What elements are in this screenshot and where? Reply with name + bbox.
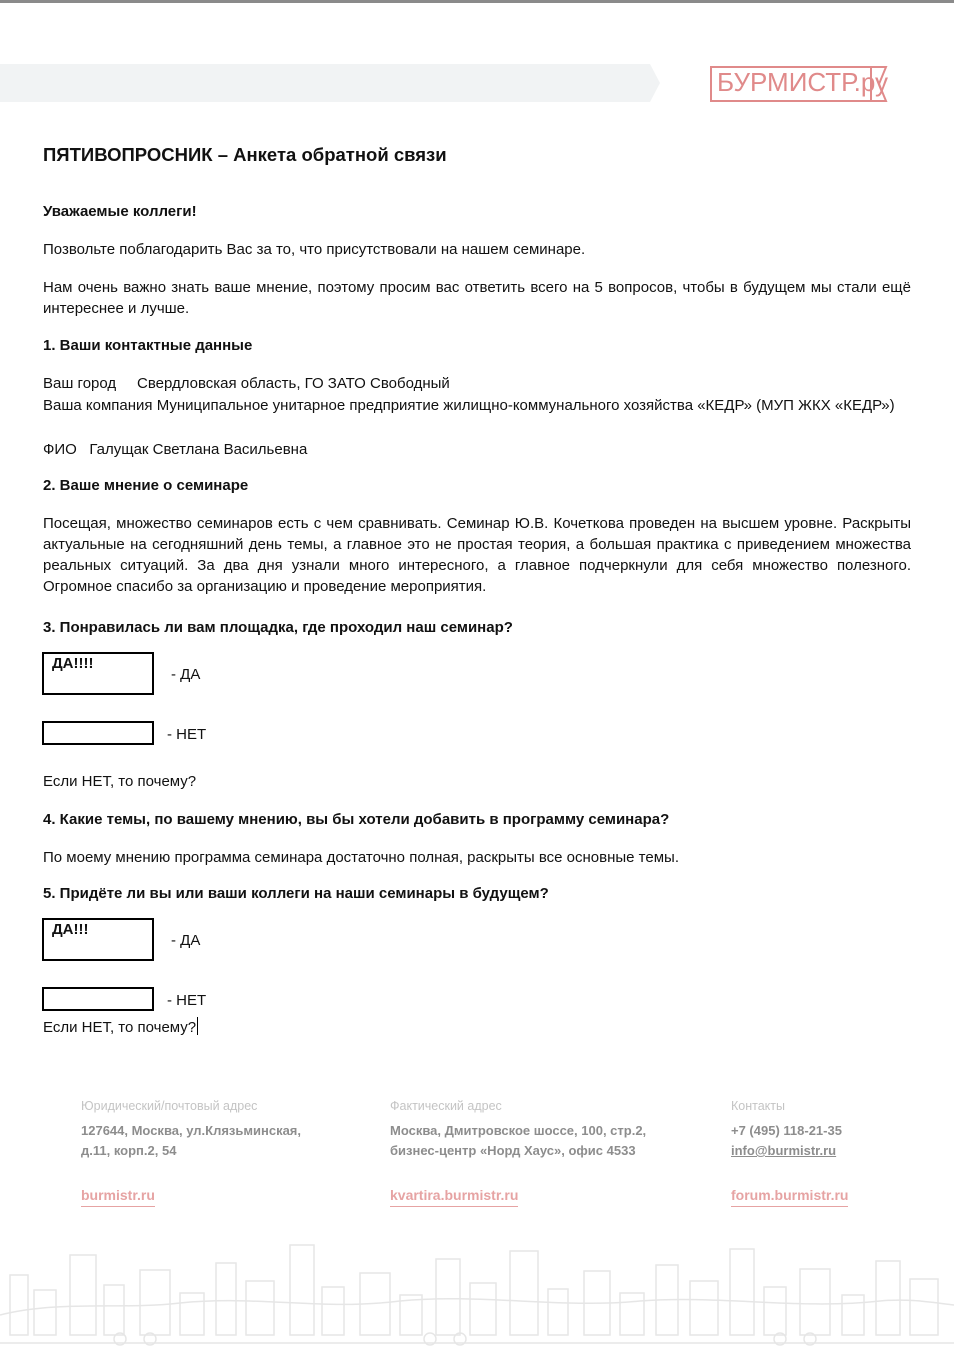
q5-why-text: Если НЕТ, то почему? bbox=[43, 1019, 197, 1036]
question-4-answer: По моему мнению программа семинара достаточно полная, раскрыты все основные темы. bbox=[43, 849, 679, 866]
footer-actual-line-2: бизнес-центр «Норд Хаус», офис 4533 bbox=[390, 1143, 636, 1158]
q3-no-label: - НЕТ bbox=[167, 726, 207, 743]
footer-actual-address bbox=[390, 1121, 646, 1161]
q5-no-label: - НЕТ bbox=[167, 992, 207, 1009]
footer-actual-label: Фактический адрес bbox=[390, 1099, 502, 1113]
fio-label: ФИО bbox=[43, 441, 77, 458]
q5-no-box[interactable] bbox=[42, 987, 154, 1011]
company-label: Ваша компания bbox=[43, 397, 153, 414]
company-value: Муниципальное унитарное предприятие жилищно-коммунального хозяйства «КЕДР» (МУП ЖКХ «КЕДР») bbox=[156, 397, 895, 414]
q5-why[interactable] bbox=[43, 1017, 911, 1038]
q5-yes-box[interactable] bbox=[42, 918, 154, 961]
fio-value: Галущак Светлана Васильевна bbox=[89, 441, 308, 458]
footer-link-burmistr[interactable]: burmistr.ru bbox=[81, 1187, 155, 1207]
greeting: Уважаемые коллеги! bbox=[43, 203, 197, 220]
q5-yes-label: - ДА bbox=[171, 932, 201, 949]
q3-yes-box-text: ДА!!!! bbox=[52, 655, 94, 672]
intro-paragraph-2: Нам очень важно знать ваше мнение, поэтому просим вас ответить всего на 5 вопросов, чтобы в будущем мы стали ещё интереснее и лучше. bbox=[43, 279, 911, 317]
footer-contacts bbox=[731, 1121, 842, 1161]
city-label: Ваш город bbox=[43, 375, 117, 392]
footer-legal-label: Юридический/почтовый адрес bbox=[81, 1099, 258, 1113]
intro-paragraph-1: Позвольте поблагодарить Вас за то, что присутствовали на нашем семинаре. bbox=[43, 241, 586, 258]
text-cursor bbox=[197, 1017, 198, 1035]
question-2-heading: 2. Ваше мнение о семинаре bbox=[43, 477, 249, 494]
logo[interactable]: БУРМИСТР.ру bbox=[717, 67, 888, 97]
footer-contacts-label: Контакты bbox=[731, 1099, 785, 1113]
top-border bbox=[0, 0, 954, 3]
question-4-heading: 4. Какие темы, по вашему мнению, вы бы хотели добавить в программу семинара? bbox=[43, 811, 670, 828]
footer-link-forum[interactable]: forum.burmistr.ru bbox=[731, 1187, 848, 1207]
q3-no-box[interactable] bbox=[42, 721, 154, 745]
footer-phone[interactable]: +7 (495) 118-21-35 bbox=[731, 1123, 842, 1138]
company-row bbox=[43, 395, 911, 416]
city-value: Свердловская область, ГО ЗАТО Свободный bbox=[136, 375, 450, 392]
q3-why: Если НЕТ, то почему? bbox=[43, 773, 197, 790]
question-5-heading: 5. Придёте ли вы или ваши коллеги на наши семинары в будущем? bbox=[43, 885, 549, 902]
fio-row bbox=[43, 439, 911, 460]
q3-yes-label: - ДА bbox=[171, 666, 201, 683]
footer-email[interactable]: info@burmistr.ru bbox=[731, 1143, 837, 1158]
footer-legal-address bbox=[81, 1121, 301, 1161]
footer-legal-line-2: д.11, корп.2, 54 bbox=[81, 1143, 177, 1158]
city-row bbox=[43, 373, 911, 394]
question-1-heading: 1. Ваши контактные данные bbox=[43, 337, 253, 354]
footer-link-kvartira[interactable]: kvartira.burmistr.ru bbox=[390, 1187, 518, 1207]
header-band bbox=[0, 64, 660, 102]
q3-yes-box[interactable] bbox=[42, 652, 154, 695]
page-title: ПЯТИВОПРОСНИК – Анкета обратной связи bbox=[43, 144, 447, 165]
footer-legal-line-1: 127644, Москва, ул.Клязьминская, bbox=[81, 1123, 301, 1138]
footer-actual-line-1: Москва, Дмитровское шоссе, 100, стр.2, bbox=[390, 1123, 647, 1138]
city-skyline-illustration bbox=[0, 1215, 954, 1356]
question-3-heading: 3. Понравилась ли вам площадка, где проходил наш семинар? bbox=[43, 619, 513, 636]
question-2-answer: Посещая, множество семинаров есть с чем сравнивать. Семинар Ю.В. Кочеткова проведен на высшем уровне. Раскрыты актуальные на сегодняшний день темы, а главное это не простая теория, а большая практика с приведением множества реальных ситуаций. За два дня узнали много интересного, а главное подчеркнули для себя множество полезного. Огромное спасибо за организацию и проведение мероприятия. bbox=[43, 515, 911, 595]
q5-yes-box-text: ДА!!! bbox=[52, 921, 89, 938]
